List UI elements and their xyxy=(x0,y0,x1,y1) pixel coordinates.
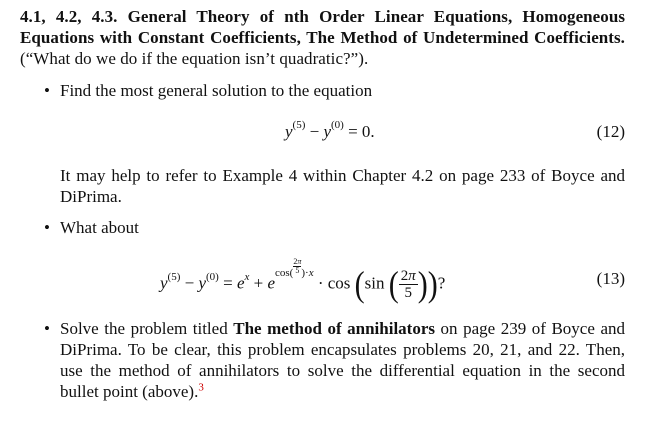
equation-12-body: $y^{(5)} - y^{(0)} = 0$. xyxy=(285,119,375,141)
equation-12 xyxy=(60,121,625,159)
bullet3-prefix: Solve the problem titled xyxy=(60,319,234,338)
equation-13-body: $y^{(5)} - y^{(0)} = e^x + e^{cos( \frac{2\pi}{5})\cdot x} \cdot \cos (\sin$ ( $\frac{2\pi}{5}$ ))? xyxy=(160,257,446,304)
bullet-dot: • xyxy=(44,218,50,237)
bullet1-text: Find the most general solution to the equation xyxy=(60,81,373,100)
bullet-dot: • xyxy=(44,319,50,338)
section-heading xyxy=(20,6,625,69)
bullet3-suffix: on page 239 of Boyce and DiPrima. To be clear, this problem encapsulates problems 20, 21, and 22. Then, use the method of annihilators to solve the differential equation in the second bullet point (above). xyxy=(60,319,625,401)
document-page xyxy=(20,6,625,402)
bullet3-text xyxy=(60,318,625,402)
footnote-marker[interactable]: 3 xyxy=(198,381,204,394)
bullet-item-1 xyxy=(20,80,625,207)
bullet-item-3 xyxy=(20,318,625,402)
equation-12-number: (12) xyxy=(596,122,625,141)
heading-bold: 4.1, 4.2, 4.3. General Theory of nth Order Linear Equations, Homogeneous Equations with Constant Coefficients, The Method of Undetermined Coefficients. xyxy=(20,7,625,47)
equation-13-number: (13) xyxy=(596,269,625,288)
bullet1-followup: It may help to refer to Example 4 within Chapter 4.2 on page 233 of Boyce and DiPrima. xyxy=(60,166,625,206)
bullet2-text: What about xyxy=(60,218,139,237)
bullet-item-2 xyxy=(20,217,625,306)
bullet-dot: • xyxy=(44,81,50,100)
heading-rest: (“What do we do if the equation isn’t quadratic?”). xyxy=(20,49,369,68)
equation-13 xyxy=(60,257,625,306)
bullet3-bold: The method of annihilators xyxy=(233,319,436,338)
